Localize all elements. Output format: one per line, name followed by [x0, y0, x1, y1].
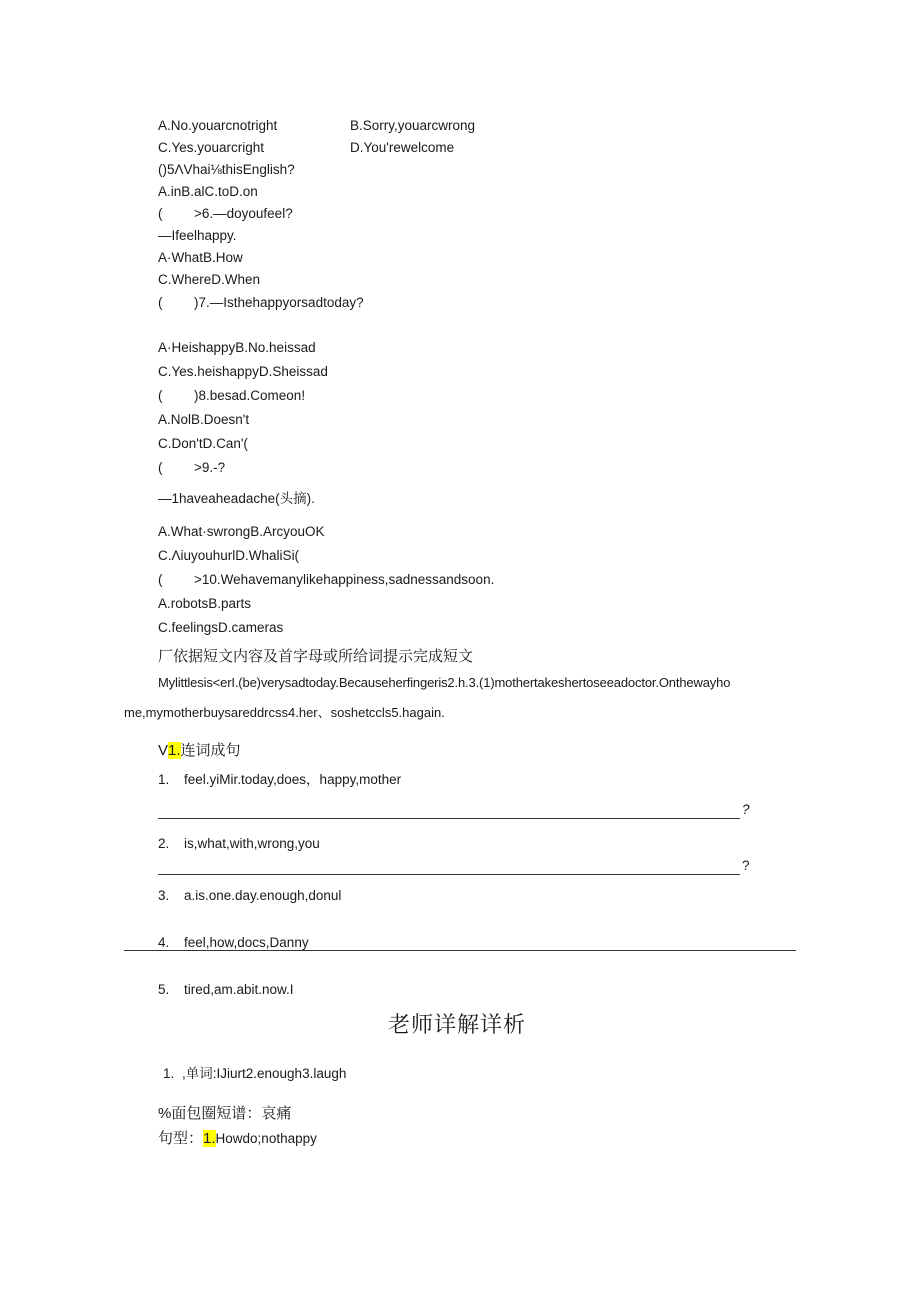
question-7-options-cd: C.Yes.heishappyD.Sheissad: [158, 364, 328, 379]
reorder-item-3-number: 3.: [158, 888, 170, 903]
answers-line-3-text: Howdo;nothappy: [215, 1131, 317, 1146]
cloze-passage-line-1: Mylittlesis<erI.(be)verysadtoday.Becauseherfingeris2.h.3.(1)mothertakeshertoseeadoctor.Onthewayho: [158, 675, 731, 690]
question-9-options-cd: C.ΛiuyouhurlD.WhaliSi(: [158, 548, 300, 563]
answers-line-3-label: 句型：: [158, 1130, 204, 1147]
question-10-options-cd: C.feelingsD.cameras: [158, 620, 284, 635]
reorder-item-1-words: feel.yiMir.today,does，happy,mother: [184, 772, 402, 787]
reorder-item-5-words: tired,am.abit.now.I: [184, 982, 294, 997]
reorder-item-2-number: 2.: [158, 836, 170, 851]
reorder-heading-number: 1.: [168, 742, 181, 759]
option-4d: D.You'rewelcome: [350, 140, 455, 155]
option-4a: A.No.youarcnotright: [158, 118, 278, 133]
option-4b: B.Sorry,youarcwrong: [350, 118, 476, 133]
reorder-item-1-end: ?: [742, 802, 750, 817]
reorder-item-2-words: is,what,with,wrong,you: [184, 836, 320, 851]
question-7-paren: (: [158, 295, 163, 310]
question-5-options: A.inB.alC.toD.on: [158, 184, 258, 199]
question-6-answer: —Ifeelhappy.: [158, 228, 237, 243]
answers-line-3-number: 1.: [203, 1130, 216, 1147]
reorder-item-4-number: 4.: [158, 935, 170, 950]
question-8-options-cd: C.Don'tD.Can'(: [158, 436, 248, 451]
question-6-options-cd: C.WhereD.When: [158, 272, 261, 287]
question-10: >10.Wehavemanylikehappiness,sadnessandsoon.: [194, 572, 495, 587]
reorder-item-5-number: 5.: [158, 982, 170, 997]
reorder-item-2-end: ?: [742, 858, 750, 873]
question-10-options-ab: A.robotsB.parts: [158, 596, 252, 611]
answers-line-1-number: 1.: [163, 1066, 175, 1081]
reorder-heading: [158, 742, 241, 760]
reorder-item-3-answer-line: [124, 950, 796, 951]
reorder-heading-prefix: V: [158, 742, 169, 759]
cloze-heading: 厂依据短文内容及首字母或所给词提示完成短文: [158, 648, 474, 665]
answers-line-2: %面包圈短谱：哀痛: [158, 1105, 292, 1122]
question-8-options-ab: A.NolB.Doesn't: [158, 412, 250, 427]
question-9-options-ab: A.What·swrongB.ArcyouOK: [158, 524, 325, 539]
reorder-heading-text: 连词成句: [180, 742, 241, 759]
reorder-item-4-words: feel,how,docs,Danny: [184, 935, 309, 950]
reorder-item-3-words: a.is.one.day.enough,donul: [184, 888, 342, 903]
reorder-item-1-answer-line: [158, 818, 740, 819]
question-8: )8.besad.Comeon!: [194, 388, 306, 403]
question-9: >9.-?: [194, 460, 226, 475]
question-10-paren: (: [158, 572, 163, 587]
question-5: ()5ΛVhai⅛thisEnglish?: [158, 162, 295, 177]
reorder-item-1-number: 1.: [158, 772, 170, 787]
question-9-answer: —1haveaheadache(头摘).: [158, 491, 315, 506]
reorder-item-2-answer-line: [158, 874, 740, 875]
option-4c: C.Yes.youarcright: [158, 140, 265, 155]
question-6: >6.—doyoufeel?: [194, 206, 293, 221]
question-6-paren: (: [158, 206, 163, 221]
answers-title: 老师详解详析: [388, 1012, 527, 1037]
answers-line-3: [158, 1130, 317, 1148]
cloze-passage-line-2: me,mymotherbuysareddrcss4.her、soshetccls5.hagain.: [124, 705, 445, 720]
answers-line-1: ,单词:IJiurt2.enough3.laugh: [182, 1066, 347, 1081]
question-7: )7.—Isthehappyorsadtoday?: [194, 295, 364, 310]
question-7-options-ab: A·HeishappyB.No.heissad: [158, 340, 316, 355]
question-6-options-ab: A·WhatB.How: [158, 250, 243, 265]
question-8-paren: (: [158, 388, 163, 403]
question-9-paren: (: [158, 460, 163, 475]
